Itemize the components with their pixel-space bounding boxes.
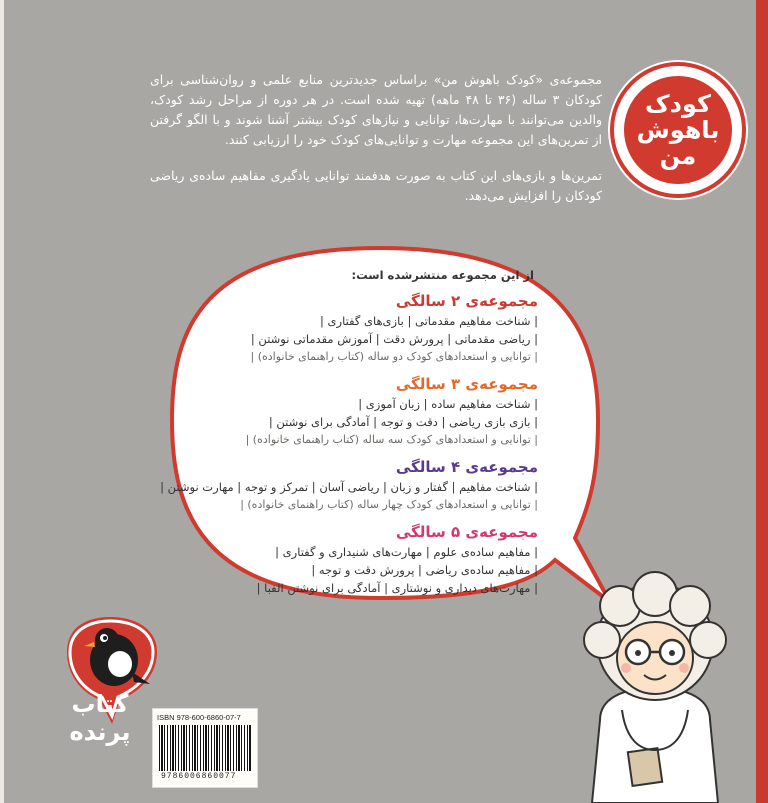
intro-paragraph-1: مجموعه‌ی «کودک باهوش من» براساس جدیدترین منابع علمی و روان‌شناسی برای کودکان ۳ ساله (۳۶ تا ۴۸ ماهه) تهیه شده است. در هر دوره از مراحل رشد کودک، والدین می‌توانند با مهارت‌ها، توانایی و نیازهای کودک بیشتر آشنا شوند و با الگو گرفتن از تمرین‌های این مجموعه مهارت و توانایی‌های کودک خود را ارزیابی کنند. — [150, 72, 603, 147]
badge-line-1: کودک — [645, 90, 711, 118]
series-title: مجموعه‌ی ۲ سالگی — [395, 292, 538, 310]
isbn-barcode — [152, 708, 258, 788]
series-title: مجموعه‌ی ۴ سالگی — [395, 458, 538, 476]
series-line: | توانایی و استعدادهای کودک چهار ساله (کتاب راهنمای خانواده) | — [240, 498, 538, 511]
series-line: | بازی بازی ریاضی | دقت و توجه | آمادگی برای نوشتن | — [268, 415, 538, 429]
barcode-icon — [159, 725, 251, 771]
badge-line-3: من — [659, 142, 697, 170]
series-line: | شناخت مفاهیم ساده | زبان آموزی | — [358, 397, 538, 411]
published-list — [160, 268, 538, 606]
series-title: مجموعه‌ی ۳ سالگی — [395, 375, 538, 393]
intro-paragraph-2: تمرین‌ها و بازی‌های این کتاب به صورت هدفمند توانایی یادگیری مفاهیم ساده‌ی ریاضی کودکان را افزایش می‌دهد. — [150, 168, 602, 203]
grandma-character-icon — [560, 560, 750, 803]
series-3-years — [200, 375, 538, 449]
publisher-line-2: پرنده — [69, 718, 131, 746]
series-4-years — [160, 458, 538, 514]
series-line: | ریاضی مقدماتی | پرورش دقت | آموزش مقدماتی نوشتن | — [250, 332, 538, 346]
barcode-number: 9786006860077 — [161, 772, 237, 781]
series-line: | توانایی و استعدادهای کودک سه ساله (کتاب راهنمای خانواده) | — [245, 433, 538, 446]
publisher-line-1: کتاب — [71, 690, 129, 718]
series-title: مجموعه‌ی ۵ سالگی — [395, 523, 538, 541]
series-line: | توانایی و استعدادهای کودک دو ساله (کتاب راهنمای خانواده) | — [250, 350, 538, 363]
isbn-label: ISBN 978-600-6860-07-7 — [157, 713, 241, 722]
publisher-name — [60, 690, 140, 746]
series-line: | مفاهیم ساده‌ی ریاضی | پرورش دقت و توجه | — [311, 563, 538, 577]
published-label: از این مجموعه منتشرشده است: — [351, 268, 534, 282]
series-line: | شناخت مفاهیم مقدماتی | بازی‌های گفتاری | — [319, 314, 538, 328]
series-line: | مفاهیم ساده‌ی علوم | مهارت‌های شنیداری و گفتاری | — [275, 545, 538, 559]
badge-line-2: باهوش — [636, 116, 720, 144]
series-line: | شناخت مفاهیم | گفتار و زبان | ریاضی آسان | تمرکز و توجه | مهارت نوشتن | — [160, 480, 538, 494]
series-5-years — [200, 523, 538, 597]
series-2-years — [200, 292, 538, 366]
series-line: | مهارت‌های دیداری و نوشتاری | آمادگی برای نوشتن الفبا | — [256, 581, 538, 595]
